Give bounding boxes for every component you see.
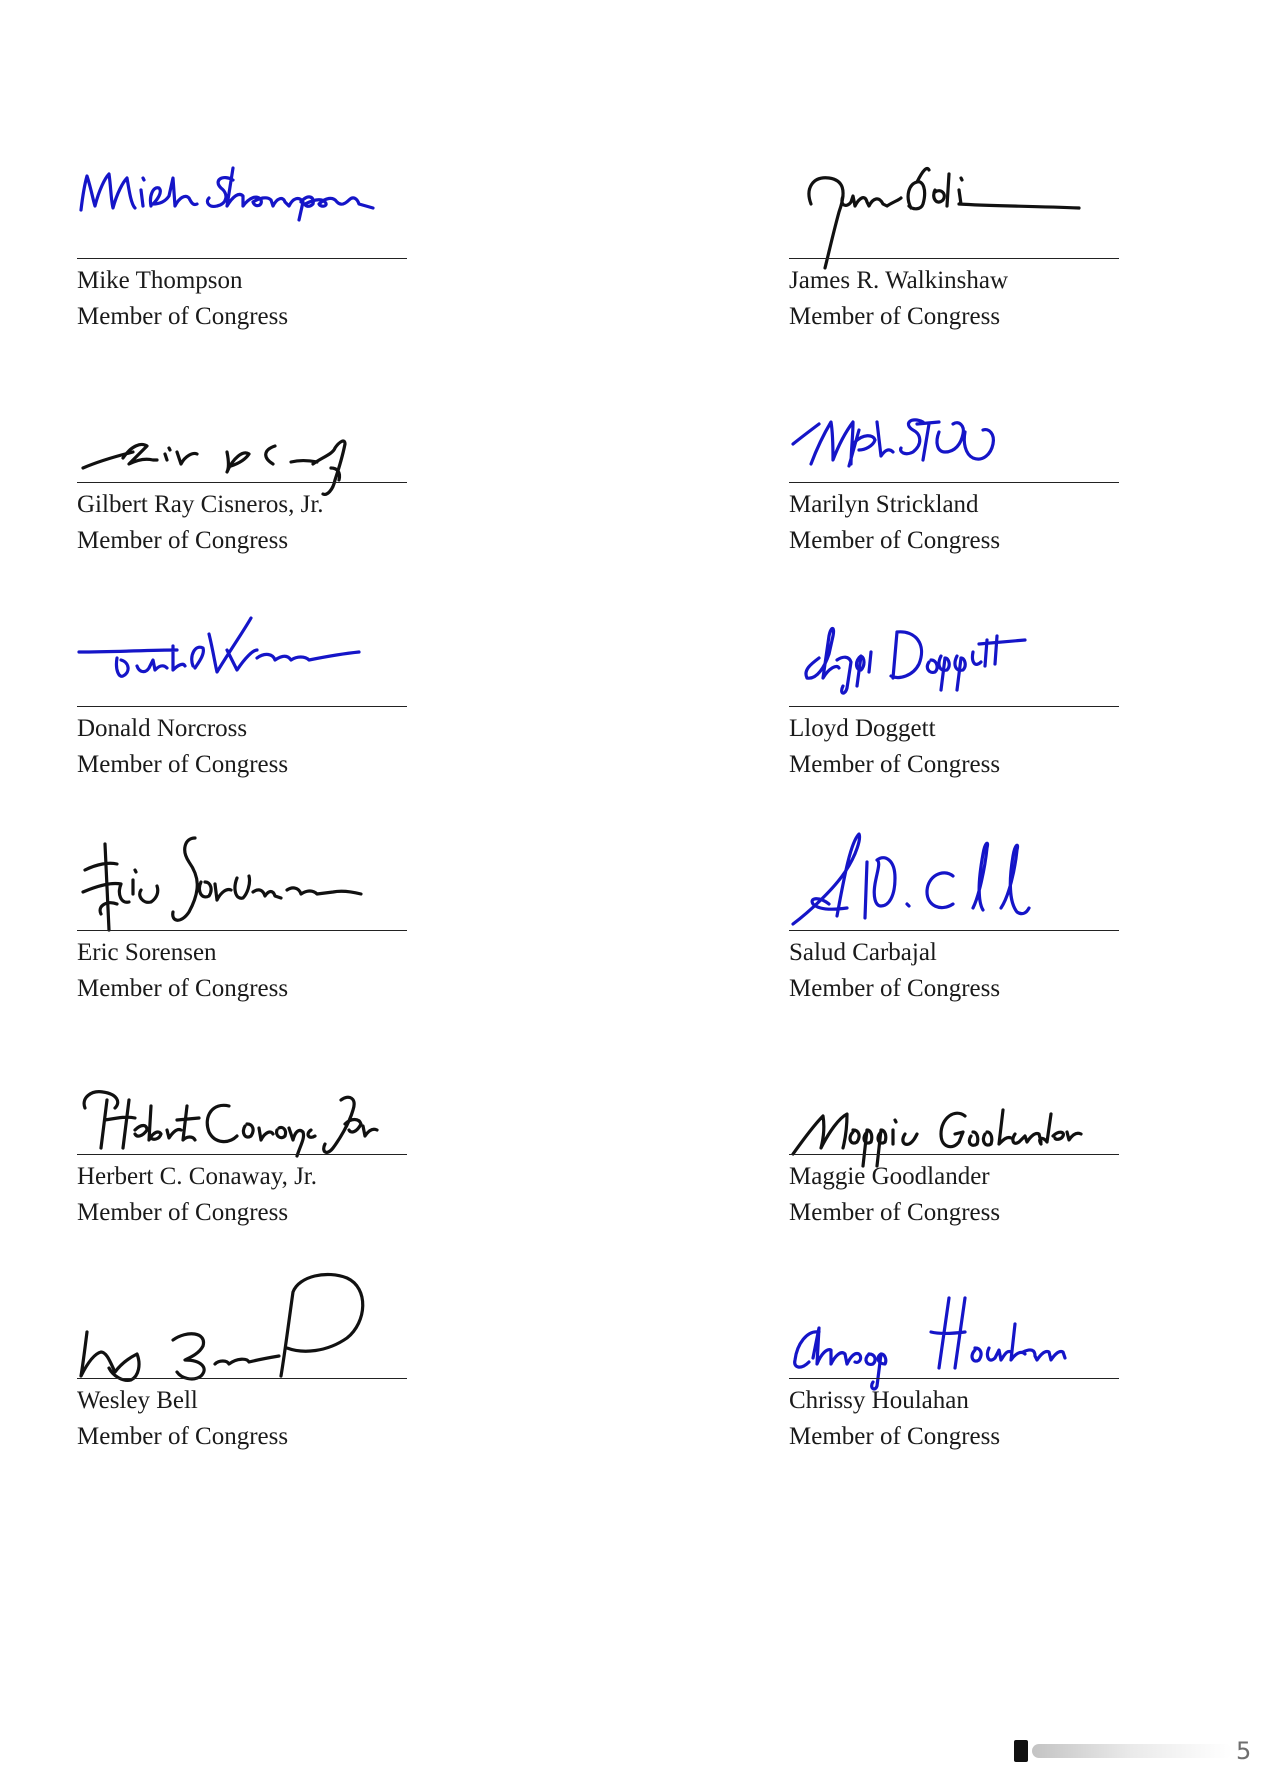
signatory-title: Member of Congress: [789, 751, 1001, 778]
signatory-title: Member of Congress: [77, 527, 289, 554]
signature-line: [77, 482, 407, 483]
signature-line: [789, 706, 1119, 707]
signatory-title: Member of Congress: [789, 975, 1001, 1002]
signatory-name: Eric Sorensen: [77, 939, 217, 966]
signatory-title: Member of Congress: [789, 1199, 1001, 1226]
signature-line: [789, 258, 1119, 259]
handwritten-signature: [789, 1268, 1119, 1380]
signatory-title: Member of Congress: [77, 975, 289, 1002]
handwritten-signature: [77, 820, 407, 932]
signatory-name: Mike Thompson: [77, 267, 243, 294]
signatory-name: Gilbert Ray Cisneros, Jr.: [77, 491, 324, 518]
signatory-name: Maggie Goodlander: [789, 1163, 990, 1190]
signatory-title: Member of Congress: [789, 1423, 1001, 1450]
page-number: 5: [1236, 1737, 1252, 1765]
signatory-title: Member of Congress: [77, 303, 289, 330]
signature-line: [77, 706, 407, 707]
signatory-title: Member of Congress: [77, 1199, 289, 1226]
signatory-name: Salud Carbajal: [789, 939, 937, 966]
signatory-title: Member of Congress: [789, 527, 1001, 554]
signature-line: [789, 1378, 1119, 1379]
signature-line: [789, 1154, 1119, 1155]
signatory-name: James R. Walkinshaw: [789, 267, 1009, 294]
handwritten-signature: [789, 820, 1119, 932]
signatory-title: Member of Congress: [77, 1423, 289, 1450]
signature-line: [77, 1154, 407, 1155]
handwritten-signature: [789, 1044, 1119, 1156]
handwritten-signature: [77, 148, 407, 260]
signature-line: [77, 1378, 407, 1379]
signature-line: [77, 258, 407, 259]
handwritten-signature: [77, 1044, 407, 1156]
handwritten-signature: [77, 596, 407, 708]
handwritten-signature: [77, 1268, 407, 1380]
signature-line: [789, 482, 1119, 483]
signatory-name: Wesley Bell: [77, 1387, 198, 1414]
signatory-title: Member of Congress: [789, 303, 1001, 330]
page-indicator: [1014, 1736, 1254, 1766]
signature-line: [789, 930, 1119, 931]
signatory-name: Lloyd Doggett: [789, 715, 936, 742]
signature-line: [77, 930, 407, 931]
scroll-handle[interactable]: [1014, 1740, 1028, 1762]
signatory-title: Member of Congress: [77, 751, 289, 778]
handwritten-signature: [789, 148, 1119, 260]
signatory-name: Chrissy Houlahan: [789, 1387, 969, 1414]
scroll-track: [1032, 1744, 1232, 1758]
handwritten-signature: [789, 372, 1119, 484]
signatory-name: Herbert C. Conaway, Jr.: [77, 1163, 317, 1190]
handwritten-signature: [77, 372, 407, 484]
signatory-name: Marilyn Strickland: [789, 491, 979, 518]
handwritten-signature: [789, 596, 1119, 708]
signatory-name: Donald Norcross: [77, 715, 248, 742]
